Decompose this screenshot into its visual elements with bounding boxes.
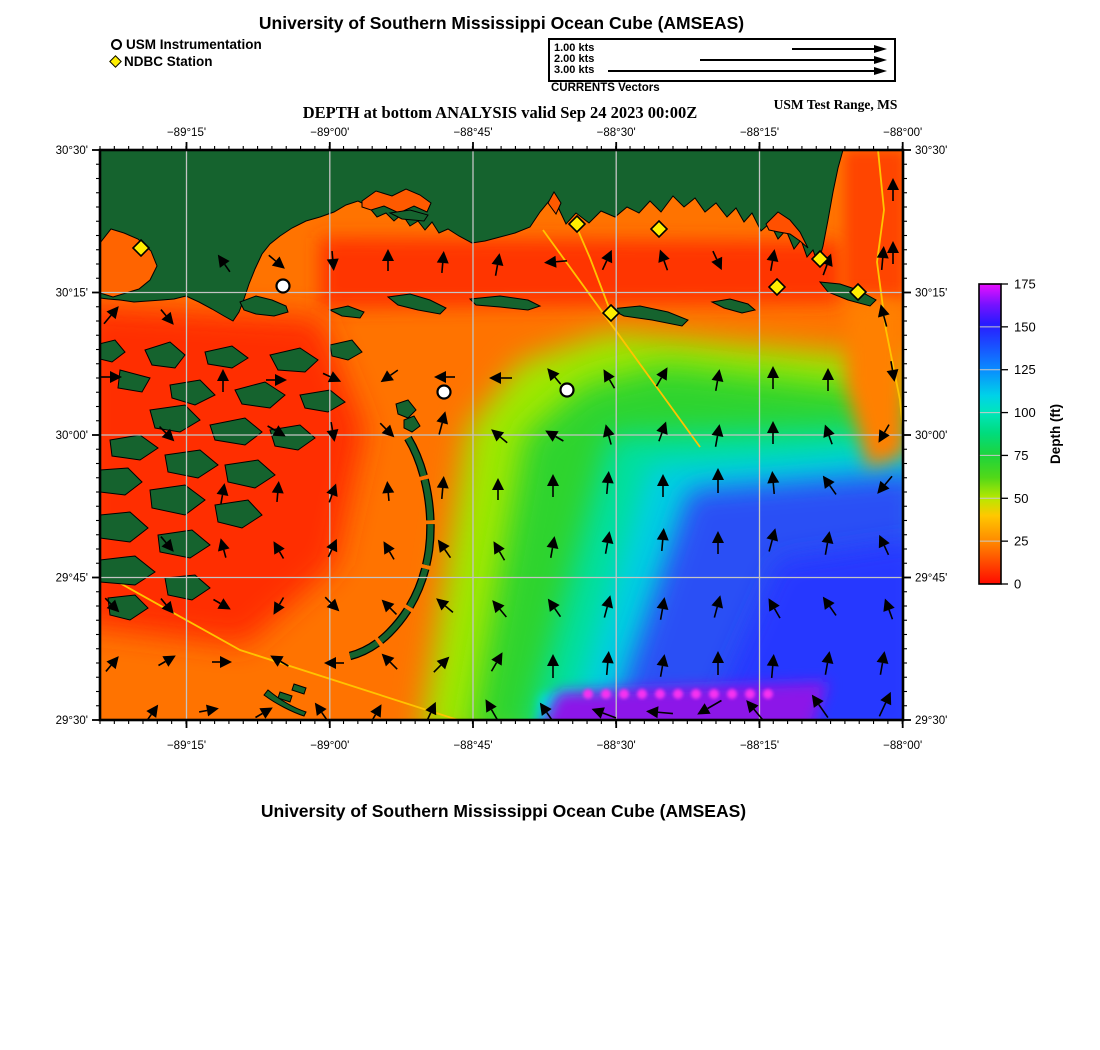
colorbar-tick-label: 150 bbox=[1014, 319, 1036, 335]
currents-caption: CURRENTS Vectors bbox=[551, 82, 660, 94]
currents-scale-3kt-vector bbox=[608, 70, 876, 72]
latitude-label-right: 30°30' bbox=[915, 145, 948, 157]
currents-scale-1kt-label: 1.00 kts bbox=[554, 42, 595, 54]
marker-legend bbox=[111, 36, 262, 70]
longitude-label-top: −89°15' bbox=[166, 127, 207, 139]
currents-scale-3kt-arrowhead-icon bbox=[874, 67, 887, 75]
bottom-title: University of Southern Mississippi Ocean Cube (AMSEAS) bbox=[260, 801, 747, 821]
longitude-label-bottom: −89°15' bbox=[166, 740, 207, 752]
longitude-label-top: −88°45' bbox=[453, 127, 493, 139]
latitude-label-right: 29°30' bbox=[915, 715, 948, 727]
usm-station-marker bbox=[561, 384, 574, 397]
latitude-label-left: 30°30' bbox=[55, 145, 88, 157]
legend-row-ndbc bbox=[111, 53, 262, 70]
colorbar-tick-label: 175 bbox=[1014, 276, 1036, 292]
latitude-label-right: 30°15' bbox=[915, 287, 948, 300]
latitude-label-right: 29°45' bbox=[915, 572, 948, 585]
currents-scale-2kt-arrowhead-icon bbox=[874, 56, 887, 64]
colorbar-tick-label: 50 bbox=[1014, 490, 1029, 506]
legend-row-usm bbox=[111, 36, 262, 53]
latitude-label-left: 30°15' bbox=[55, 287, 88, 300]
legend-label-usm: USM Instrumentation bbox=[126, 37, 262, 52]
colorbar-tick-label: 125 bbox=[1014, 362, 1036, 378]
currents-scale-1kt-vector bbox=[792, 48, 876, 50]
latitude-label-left: 29°30' bbox=[55, 715, 88, 727]
range-label: USM Test Range, MS bbox=[773, 97, 898, 112]
colorbar-tick-label: 0 bbox=[1014, 576, 1022, 592]
longitude-label-bottom: −88°45' bbox=[453, 740, 493, 752]
longitude-label-bottom: −88°15' bbox=[739, 740, 780, 752]
longitude-label-bottom: −88°30' bbox=[596, 740, 636, 752]
currents-scale-box bbox=[548, 38, 896, 82]
ndbc-station-icon bbox=[109, 55, 122, 68]
longitude-label-bottom: −89°00' bbox=[310, 740, 350, 752]
currents-scale-2kt-label: 2.00 kts bbox=[554, 53, 595, 65]
analysis-subtitle: DEPTH at bottom ANALYSIS valid Sep 24 2023 00:00Z bbox=[302, 103, 698, 122]
currents-scale-1kt-arrowhead-icon bbox=[874, 45, 887, 53]
longitude-label-top: −88°30' bbox=[596, 127, 636, 139]
top-title: University of Southern Mississippi Ocean Cube (AMSEAS) bbox=[258, 13, 745, 33]
currents-scale-2kt-vector bbox=[700, 59, 876, 61]
colorbar-title: Depth (ft) bbox=[1048, 404, 1063, 464]
usm-instrumentation-icon bbox=[111, 39, 122, 50]
usm-station-marker bbox=[277, 280, 290, 293]
usm-station-marker bbox=[438, 386, 451, 399]
latitude-label-left: 30°00' bbox=[55, 430, 88, 442]
longitude-label-top: −88°15' bbox=[739, 127, 780, 139]
latitude-label-right: 30°00' bbox=[915, 430, 948, 442]
longitude-label-top: −88°00' bbox=[883, 127, 923, 139]
longitude-label-top: −89°00' bbox=[310, 127, 350, 139]
depth-colorbar bbox=[979, 277, 1063, 592]
longitude-label-bottom: −88°00' bbox=[883, 740, 923, 752]
latitude-label-left: 29°45' bbox=[55, 572, 88, 585]
legend-label-ndbc: NDBC Station bbox=[124, 54, 213, 69]
currents-scale-3kt-label: 3.00 kts bbox=[554, 64, 595, 76]
colorbar-tick-label: 25 bbox=[1014, 533, 1029, 549]
colorbar-tick-label: 75 bbox=[1014, 447, 1029, 463]
colorbar-tick-label: 100 bbox=[1014, 405, 1036, 421]
